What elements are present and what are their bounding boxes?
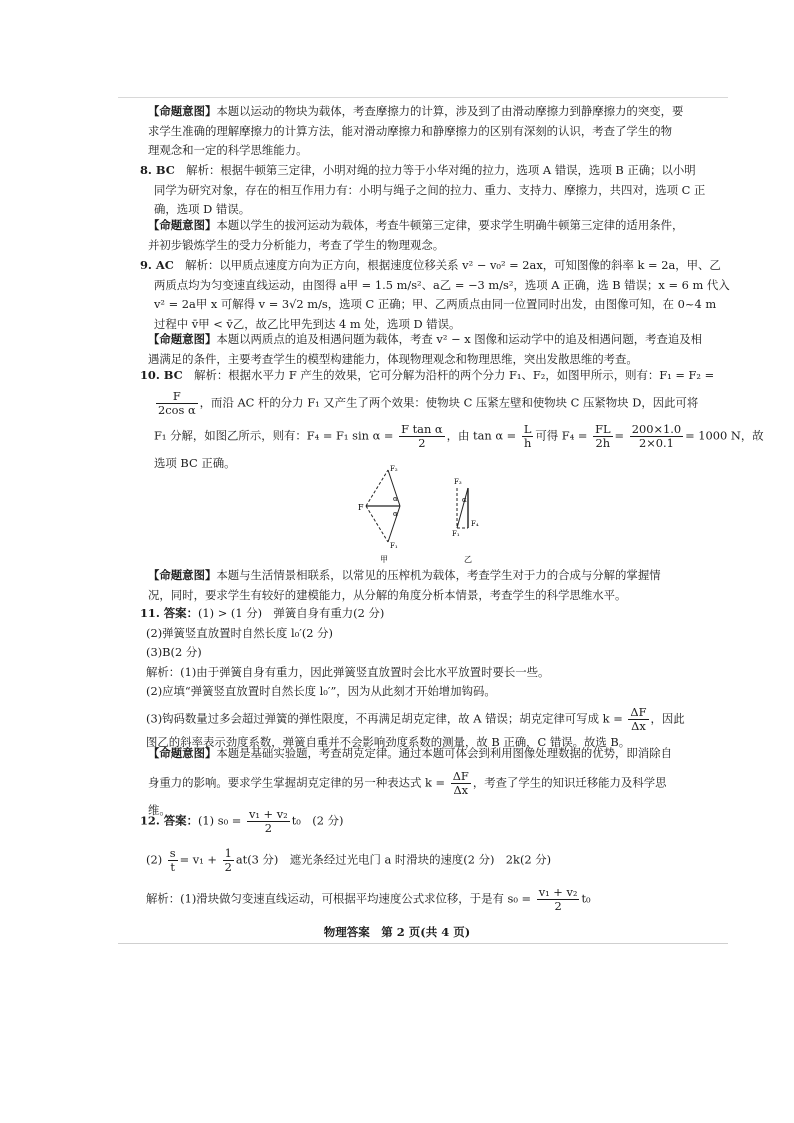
q11-answer-label: 11. 答案： <box>140 606 198 620</box>
q10-line: ，而沿 AC 杆的分力 F₁ 又产生了两个效果：使物块 C 压紧左壁和使物块 C 压紧物块 D，因此可将 <box>199 395 699 409</box>
q10-line: 解析：根据水平力 F 产生的效果，它可分解为沿杆的两个分力 F₁、F₂，如图甲所示，则有：F₁ = F₂ = <box>194 368 715 382</box>
fraction <box>630 423 683 450</box>
frac-num: s <box>169 846 176 860</box>
q11-block <box>140 604 685 752</box>
frac-den: h <box>523 435 532 450</box>
frac-den: 2×0.1 <box>638 435 674 450</box>
caption-yi: 乙 <box>464 555 472 564</box>
fraction <box>247 808 290 835</box>
fraction <box>168 847 178 874</box>
label-F2: F₂ <box>390 465 398 473</box>
q12-explanation-line: 解析：(1)滑块做匀变速直线运动，可根据平均速度公式求位移，于是有 s₀ = <box>146 891 532 906</box>
q8-intent-line: 并初步锻炼学生的受力分析能力，考查了学生的物理观念。 <box>148 237 445 252</box>
q8-block <box>140 161 706 220</box>
frac-den: Δx <box>631 718 646 733</box>
q11-intent-line: 本题是基础实验题，考查胡克定律。通过本题可体会到利用图像处理数据的优势，即消除自 <box>216 746 672 760</box>
q11-explanation-line: (2)应填“弹簧竖直放置时自然长度 l₀′”，因为从此刻才开始增加钩码。 <box>146 684 496 698</box>
q12-answer-line: (2) <box>146 852 163 867</box>
q8-line: 确，选项 D 错误。 <box>154 202 251 216</box>
q7-intent-line: 本题以运动的物块为载体，考查摩擦力的计算，涉及到了由滑动摩擦力到静摩擦力的突变，要 <box>216 104 684 118</box>
intent-tag: 【命题意图】 <box>148 746 217 760</box>
q9-intent-line: 本题以两质点的追及相遇问题为载体，考查 v² − x 图像和运动学中的追及相遇问题，考查追及相 <box>216 332 703 346</box>
label-F4: F₄ <box>471 520 479 528</box>
q11-intent-line: 维。 <box>148 802 171 817</box>
q9-intent-line: 遇满足的条件，主要考查学生的模型构建能力，体现物理观念和物理思维，突出发散思维的考查。 <box>148 351 638 366</box>
q8-line: 同学为研究对象，存在的相互作用力有：小明与绳子之间的拉力、重力、支持力、摩擦力，共四对，选项 C 正 <box>154 182 706 197</box>
q11-explanation-line: (3)钩码数量过多会超过弹簧的弹性限度，不再满足胡克定律，故 A 错误；胡克定律可写成 k = <box>146 711 623 725</box>
q10-intent-line: 本题与生活情景相联系，以常见的压榨机为载体，考查学生对于力的合成与分解的掌握情 <box>216 568 661 582</box>
q10-line: F₁ 分解，如图乙所示，则有：F₄ = F₁ sin α = <box>154 428 394 442</box>
frac-den: 2 <box>554 899 562 913</box>
q10-intent-line: 况，同时，要求学生有较好的建模能力，从分解的角度分析本情景，考查学生的科学思维水平。 <box>148 587 627 602</box>
caption-jia: 甲 <box>380 555 388 564</box>
frac-num: ΔF <box>630 704 647 719</box>
diagram-yi <box>452 478 479 564</box>
q11-explanation-line: 解析：(1)由于弹簧自身有重力，因此弹簧竖直放置时会比水平放置时要长一些。 <box>146 664 550 679</box>
label-alpha: α <box>393 510 398 518</box>
q10-line: ，由 tan α = <box>446 428 517 442</box>
q9-line: v² = 2a甲 x 可解得 v = 3√2 m/s，选项 C 正确；甲、乙两质点由同一位置同时出发，由图像可知，在 0~4 m <box>154 297 717 311</box>
q9-answer: 9. AC <box>140 258 174 272</box>
label-F: F <box>358 503 364 512</box>
frac-den: 2 <box>224 860 232 874</box>
q7-intent-line: 理观念和一定的科学思维能力。 <box>148 143 308 157</box>
frac-num: F <box>156 390 198 404</box>
q10-line: = <box>614 428 625 442</box>
frac-den: 2 <box>264 821 272 835</box>
fraction <box>522 423 534 450</box>
fraction <box>399 423 445 450</box>
intent-tag: 【命题意图】 <box>148 568 217 582</box>
q10-line: 可得 F₄ = <box>535 428 588 442</box>
q12-answer-line: t₀ (2 分) <box>291 813 344 828</box>
q11-explanation-line: ，因此 <box>650 711 685 725</box>
fraction <box>156 390 198 417</box>
q8-line: 解析：根据牛顿第三定律，小明对绳的拉力等于小华对绳的拉力，选项 A 错误，选项 B 正确；以小明 <box>186 163 696 177</box>
q12-answer-line: = v₁ + <box>179 852 217 867</box>
label-alpha: α <box>393 495 398 503</box>
fraction <box>593 423 612 450</box>
fraction <box>628 706 648 733</box>
frac-num: 1 <box>224 846 232 860</box>
fraction <box>223 847 234 874</box>
fraction <box>537 886 580 913</box>
q10-intent <box>148 566 688 605</box>
q8-answer: 8. BC <box>140 163 175 177</box>
label-F1: F₁ <box>390 542 398 550</box>
frac-num: v₁ + v₂ <box>248 807 288 821</box>
q12-explanation-line: t₀ <box>581 891 591 906</box>
q9-intent <box>148 330 703 369</box>
q11-answer-line: (3)B(2 分) <box>146 645 202 659</box>
q9-block <box>140 256 730 334</box>
intent-tag: 【命题意图】 <box>148 218 217 232</box>
q12-block <box>140 808 680 913</box>
q7-intent <box>148 102 688 161</box>
frac-num: 200×1.0 <box>631 421 682 436</box>
frac-den: 2h <box>595 435 611 450</box>
label-F1: F₁ <box>452 530 460 538</box>
frac-num: FL <box>595 421 611 436</box>
frac-den: 2 <box>418 435 426 450</box>
q12-answer-line: (1) s₀ = <box>197 813 242 828</box>
q8-intent-line: 本题以学生的拔河运动为载体，考查牛顿第三定律，要求学生明确牛顿第三定律的适用条件， <box>216 218 684 232</box>
frac-den: 2cos α <box>158 402 196 417</box>
page-footer: 物理答案 第 2 页(共 4 页) <box>323 925 471 939</box>
q10-answer: 10. BC <box>140 368 183 382</box>
q9-line: 解析：以甲质点速度方向为正方向，根据速度位移关系 v² − v₀² = 2ax，可知图像的斜率 k = 2a，甲、乙 <box>185 258 721 272</box>
q10-line: = 1000 N，故 <box>685 428 764 442</box>
frac-num: ΔF <box>452 768 469 783</box>
intent-tag: 【命题意图】 <box>148 104 217 118</box>
frac-num: L <box>523 421 532 436</box>
frac-num: F tan α <box>401 421 443 436</box>
q7-intent-line: 求学生准确的理解摩擦力的计算方法，能对滑动摩擦力和静摩擦力的区别有深刻的认识，考查了学生的物 <box>148 123 672 138</box>
q8-intent <box>148 216 688 255</box>
q12-answer-line: at(3 分) 遮光条经过光电门 a 时滑块的速度(2 分) 2k(2 分) <box>235 852 552 867</box>
q11-answer-line: (2)弹簧竖直放置时自然长度 l₀′(2 分) <box>146 625 333 640</box>
fraction <box>451 770 471 797</box>
intent-tag: 【命题意图】 <box>148 332 217 346</box>
label-F3: F₃ <box>454 478 462 486</box>
q12-answer-label: 12. 答案： <box>140 813 198 828</box>
q11-intent-line: ，考查了学生的知识迁移能力及科学思 <box>472 775 667 789</box>
force-diagrams <box>340 462 500 564</box>
diagram-jia <box>358 465 400 564</box>
q9-line: 两质点均为匀变速直线运动，由图得 a甲 = 1.5 m/s²、a乙 = −3 m/s²，选项 A 正确，选 B 错误；x = 6 m 代入 <box>154 277 730 292</box>
top-divider <box>118 97 728 98</box>
label-alpha: α <box>462 496 467 504</box>
q11-intent-line: 身重力的影响。要求学生掌握胡克定律的另一种表达式 k = <box>148 775 446 789</box>
frac-den: t <box>170 860 175 874</box>
q9-line: 过程中 v̄甲 < v̄乙，故乙比甲先到达 4 m 处，选项 D 错误。 <box>154 316 461 331</box>
frac-num: v₁ + v₂ <box>538 885 578 899</box>
frac-den: Δx <box>453 782 469 797</box>
q11-explanation-line: 图乙的斜率表示劲度系数，弹簧自重并不会影响劲度系数的测量，故 B 正确，C 错误。故选 B。 <box>146 734 631 749</box>
bottom-divider <box>118 943 728 944</box>
q10-block <box>140 366 764 473</box>
q11-answer-line: (1) > (1 分) 弹簧自身有重力(2 分) <box>197 606 385 620</box>
q10-line: 选项 BC 正确。 <box>154 455 236 470</box>
